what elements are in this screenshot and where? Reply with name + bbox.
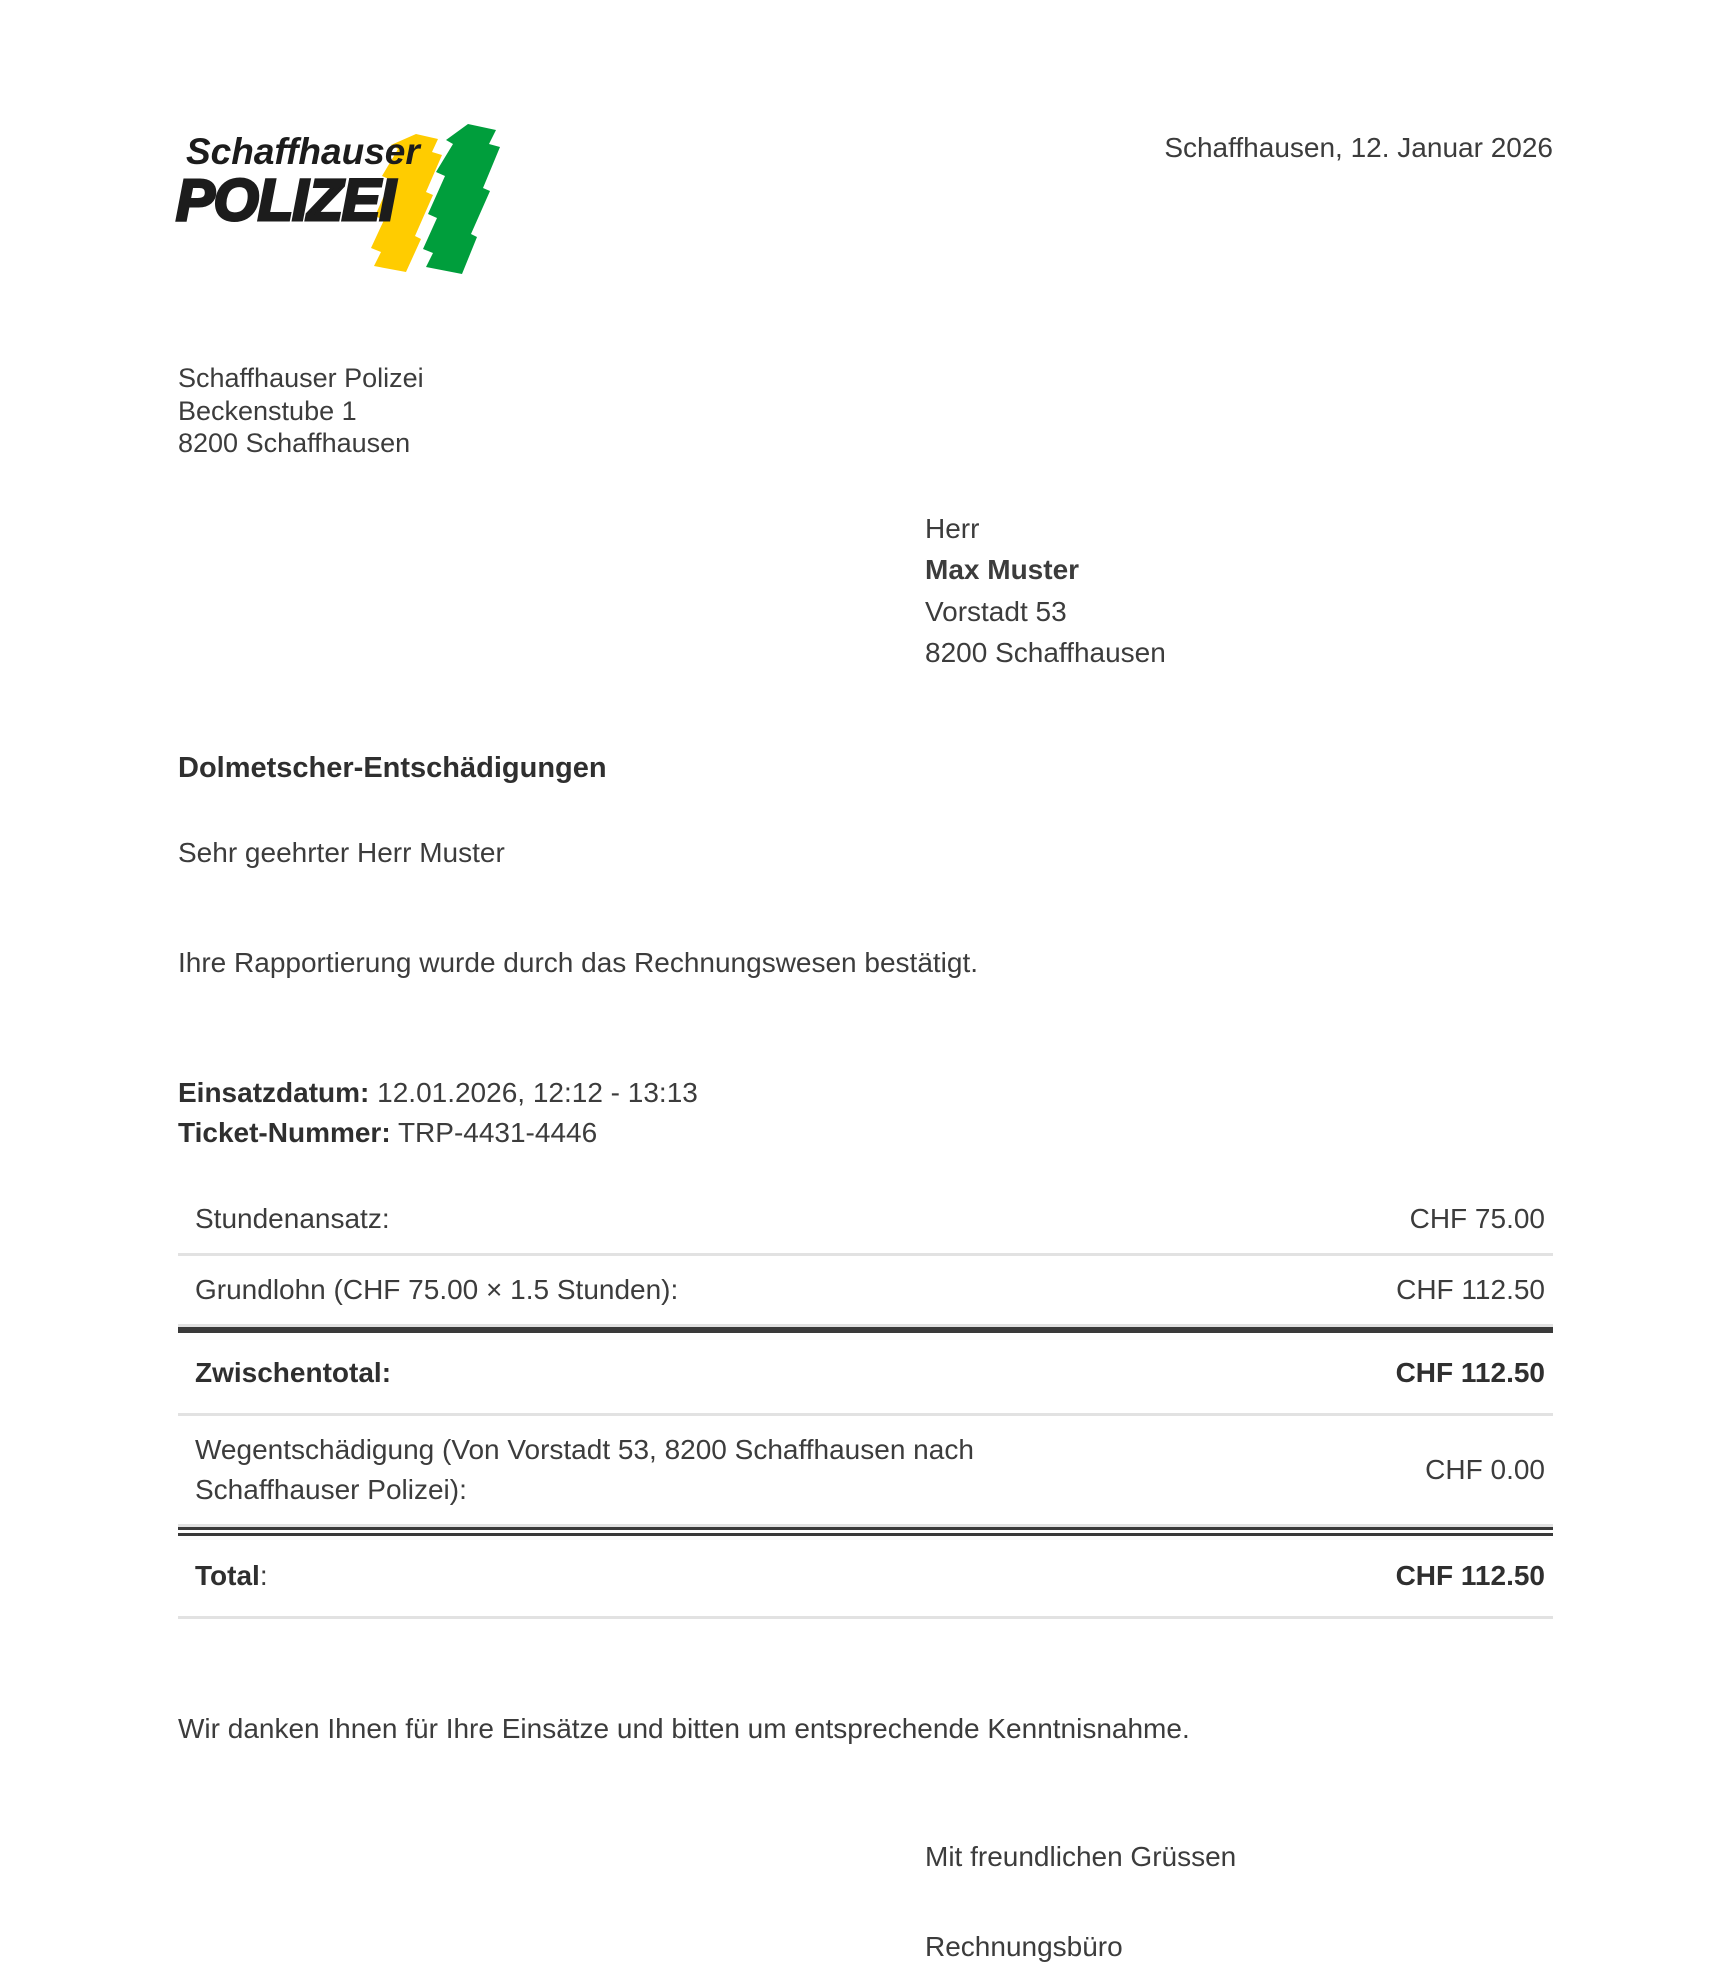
table-row-wegentschaedigung [178,1416,1553,1527]
signoff-department: Rechnungsbüro [925,1930,1123,1962]
row-amount: CHF 112.50 [1395,1357,1545,1388]
sender-line: 8200 Schaffhausen [178,428,411,458]
sender-line: Schaffhauser Polizei [178,363,424,393]
sender-line: Beckenstube 1 [178,395,357,426]
row-amount: CHF 75.00 [1409,1203,1545,1234]
recipient-city: 8200 Schaffhausen [925,637,1166,668]
table-row-stundenansatz [178,1185,1553,1256]
subject-line: Dolmetscher-Entschädigungen [178,751,607,784]
row-amount: CHF 112.50 [1396,1274,1545,1305]
recipient-address [925,508,1553,674]
ticket-value: TRP-4431-4446 [397,1116,598,1148]
sender-address [178,362,1553,460]
row-label: Wegentschädigung (Von Vorstadt 53, 8200 Schaffhausen nach Schaffhauser Polizei): [195,1433,974,1505]
logo-text-schaffhauser: Schaffhauser [186,131,420,172]
signature-block [925,1841,1553,1963]
closing-paragraph: Wir danken Ihnen für Ihre Einsätze und bitten um entsprechende Kenntnisnahme. [178,1712,1190,1744]
logo-brush-green-icon [423,124,500,274]
table-row-total [178,1536,1553,1619]
ticket-label: Ticket-Nummer: [178,1116,391,1148]
einsatzdatum-row [178,1073,1553,1113]
row-label: Zwischentotal: [195,1356,392,1388]
row-amount: CHF 112.50 [1395,1560,1545,1591]
logo-text-polizei: POLIZEI [176,168,395,233]
letter-header [178,0,1553,276]
row-label: Total: [195,1559,268,1591]
row-label: Stundenansatz: [195,1202,390,1234]
date-line: Schaffhausen, 12. Januar 2026 [1164,132,1553,163]
table-row-zwischentotal [178,1333,1553,1416]
recipient-name: Max Muster [925,554,1080,585]
row-amount: CHF 0.00 [1425,1454,1545,1485]
einsatzdatum-label: Einsatzdatum: [178,1076,370,1108]
table-row-grundlohn [178,1256,1553,1327]
recipient-street: Vorstadt 53 [925,595,1067,627]
schaffhauser-polizei-logo [178,116,550,276]
assignment-meta [178,1073,1553,1153]
signoff-greeting: Mit freundlichen Grüssen [925,1840,1237,1872]
recipient-salutation: Herr [925,512,980,544]
fee-table [178,1185,1553,1619]
einsatzdatum-value: 12.01.2026, 12:12 - 13:13 [377,1076,698,1108]
row-label: Grundlohn (CHF 75.00 × 1.5 Stunden): [195,1273,679,1305]
total-separator-rule [178,1527,1553,1536]
intro-paragraph: Ihre Rapportierung wurde durch das Rechnungswesen bestätigt. [178,946,979,978]
ticket-row [178,1113,1553,1153]
greeting-line: Sehr geehrter Herr Muster [178,836,505,868]
